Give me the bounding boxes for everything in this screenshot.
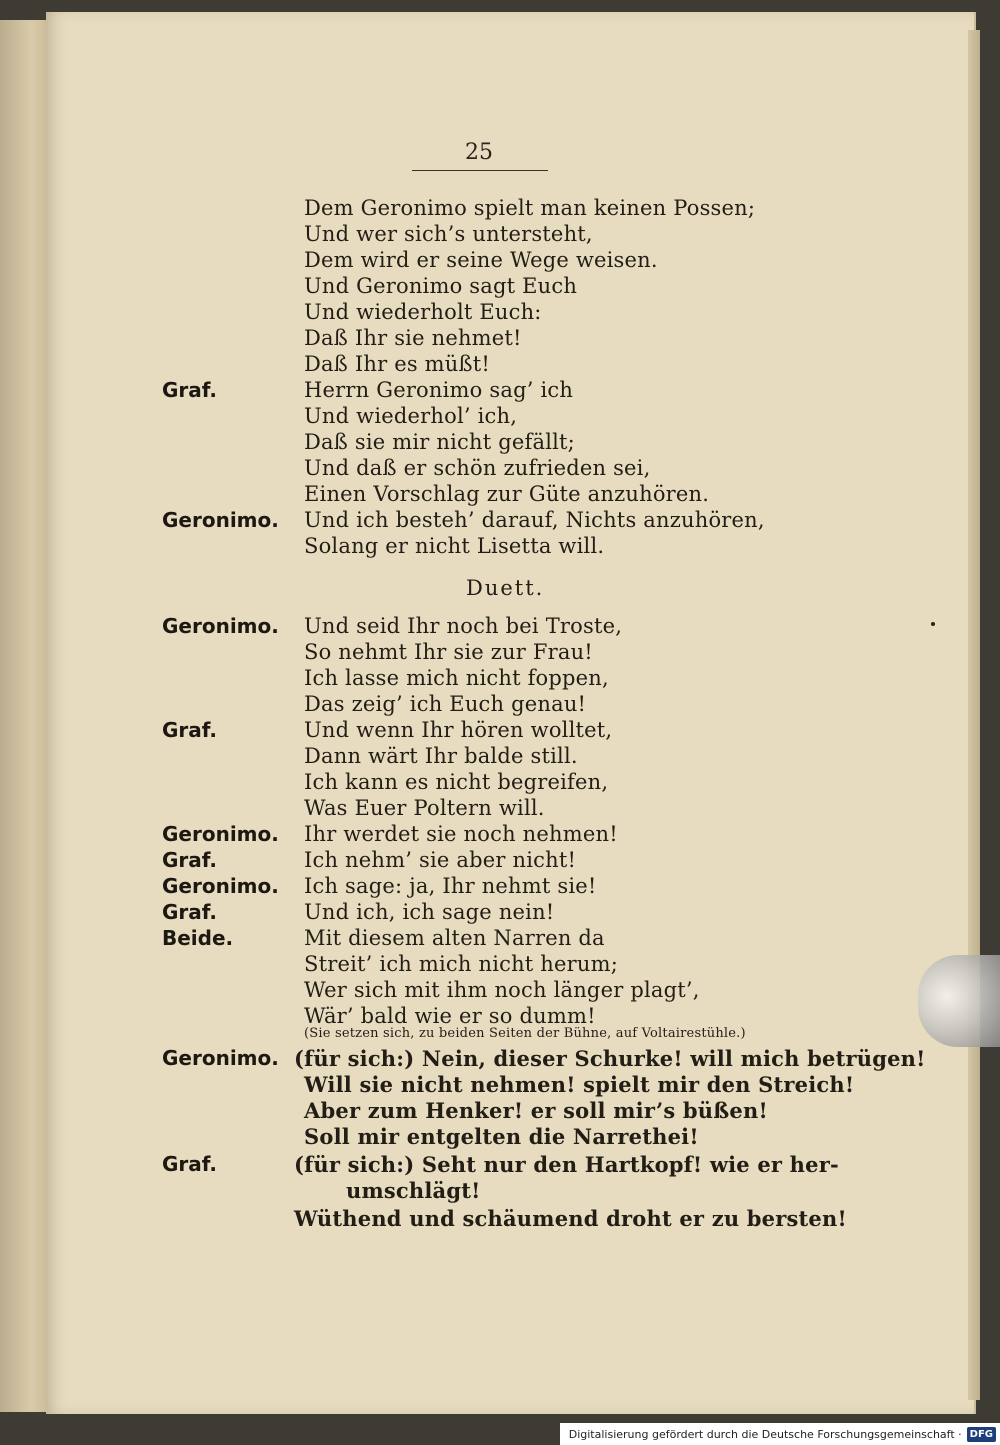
ink-dot [931,622,935,626]
speaker-name: Geronimo. [162,1046,279,1070]
verse-text-line: Aber zum Henker! er soll mir’s büßen! [304,1098,768,1123]
dfg-logo: DFG [967,1427,996,1442]
verse-line [0,848,1000,874]
verse-text-line: umschlägt! [346,1178,481,1203]
verse-line [0,770,1000,796]
verse-line [0,900,1000,926]
header-rule [412,170,548,171]
verse-text-line: Und ich, ich sage nein! [304,900,555,924]
verse-text-line: Will sie nicht nehmen! spielt mir den Streich! [304,1072,855,1097]
verse-text-line: Soll mir entgelten die Narrethei! [304,1124,699,1149]
verse-text-line: (für sich:) Seht nur den Hartkopf! wie er her- [294,1152,839,1177]
verse-line [0,822,1000,848]
verse-line [0,1124,1000,1150]
verse-line [0,196,1000,222]
speaker-name: Graf. [162,718,217,742]
verse-text-line: Ich lasse mich nicht foppen, [304,666,609,690]
verse-text-line: Wüthend und schäumend droht er zu bersten! [294,1206,847,1231]
verse-line [0,326,1000,352]
verse-text-line: Dem wird er seine Wege weisen. [304,248,658,272]
page-clip [918,955,1000,1047]
verse-text-line: Und daß er schön zufrieden sei, [304,456,651,480]
verse-line [0,978,1000,1004]
verse-line [0,248,1000,274]
verse-text-line: Ihr werdet sie noch nehmen! [304,822,618,846]
verse-line [0,1046,1000,1072]
verse-text-line: Das zeig’ ich Euch genau! [304,692,587,716]
verse-text-line: Herrn Geronimo sag’ ich [304,378,574,402]
verse-text-line: Und wer sich’s untersteht, [304,222,593,246]
verse-line [0,576,1000,602]
verse-line [0,744,1000,770]
stage-direction: (Sie setzen sich, zu beiden Seiten der Bühne, auf Voltairestühle.) [304,1026,746,1041]
verse-line [0,952,1000,978]
verse-text-line: Ich sage: ja, Ihr nehmt sie! [304,874,597,898]
speaker-name: Geronimo. [162,614,279,638]
speaker-name: Geronimo. [162,822,279,846]
verse-text-line: Dem Geronimo spielt man keinen Possen; [304,196,756,220]
verse-text-line: Mit diesem alten Narren da [304,926,605,950]
speaker-name: Graf. [162,378,217,402]
speaker-name: Graf. [162,1152,217,1176]
verse-text-line: Einen Vorschlag zur Güte anzuhören. [304,482,710,506]
verse-line [0,222,1000,248]
verse-line [0,692,1000,718]
verse-line [0,1206,1000,1232]
verse-line [0,378,1000,404]
verse-line [0,404,1000,430]
verse-line [0,926,1000,952]
verse-text-line: Und seid Ihr noch bei Troste, [304,614,623,638]
verse-text-line: Und ich besteh’ darauf, Nichts anzuhören, [304,508,765,532]
verse-text-line: Und wenn Ihr hören wolltet, [304,718,613,742]
verse-line [0,456,1000,482]
verse-text-line: Wär’ bald wie er so dumm! [304,1004,596,1028]
verse-text-line: Dann wärt Ihr balde still. [304,744,578,768]
verse-text-line: Daß sie mir nicht gefällt; [304,430,575,454]
verse-line [0,352,1000,378]
verse-line [0,1072,1000,1098]
verse-line [0,534,1000,560]
verse-text-line: Solang er nicht Lisetta will. [304,534,605,558]
speaker-name: Graf. [162,900,217,924]
page-number: 25 [465,140,493,165]
section-title: Duett. [466,576,545,600]
speaker-name: Geronimo. [162,508,279,532]
verse-text-line: (für sich:) Nein, dieser Schurke! will mich betrügen! [294,1046,926,1071]
verse-text-line: Was Euer Poltern will. [304,796,545,820]
verse-line [0,508,1000,534]
verse-line [0,300,1000,326]
verse-line [0,1152,1000,1178]
speaker-name: Graf. [162,848,217,872]
speaker-name: Beide. [162,926,234,950]
verse-line [0,874,1000,900]
verse-text-line: Wer sich mit ihm noch länger plagt’, [304,978,700,1002]
verse-line [0,274,1000,300]
verse-line [0,1098,1000,1124]
verse-line [0,666,1000,692]
verse-text-line: Streit’ ich mich nicht herum; [304,952,619,976]
verse-text-line: Ich nehm’ sie aber nicht! [304,848,577,872]
verse-line [0,1178,1000,1204]
footer-text: Digitalisierung gefördert durch die Deutsche Forschungsgemeinschaft · [568,1427,962,1441]
verse-text-line: Daß Ihr sie nehmet! [304,326,522,350]
verse-line [0,718,1000,744]
verse-text-line: Und wiederhol’ ich, [304,404,518,428]
verse-line [0,796,1000,822]
digitization-footer [560,1423,1000,1445]
verse-text-line: Und wiederholt Euch: [304,300,542,324]
verse-text-line: Und Geronimo sagt Euch [304,274,578,298]
verse-text-line: So nehmt Ihr sie zur Frau! [304,640,593,664]
speaker-name: Geronimo. [162,874,279,898]
verse-line [0,614,1000,640]
verse-line [0,482,1000,508]
verse-line [0,430,1000,456]
verse-text-line: Ich kann es nicht begreifen, [304,770,609,794]
verse-text-line: Daß Ihr es müßt! [304,352,491,376]
verse-line [0,640,1000,666]
